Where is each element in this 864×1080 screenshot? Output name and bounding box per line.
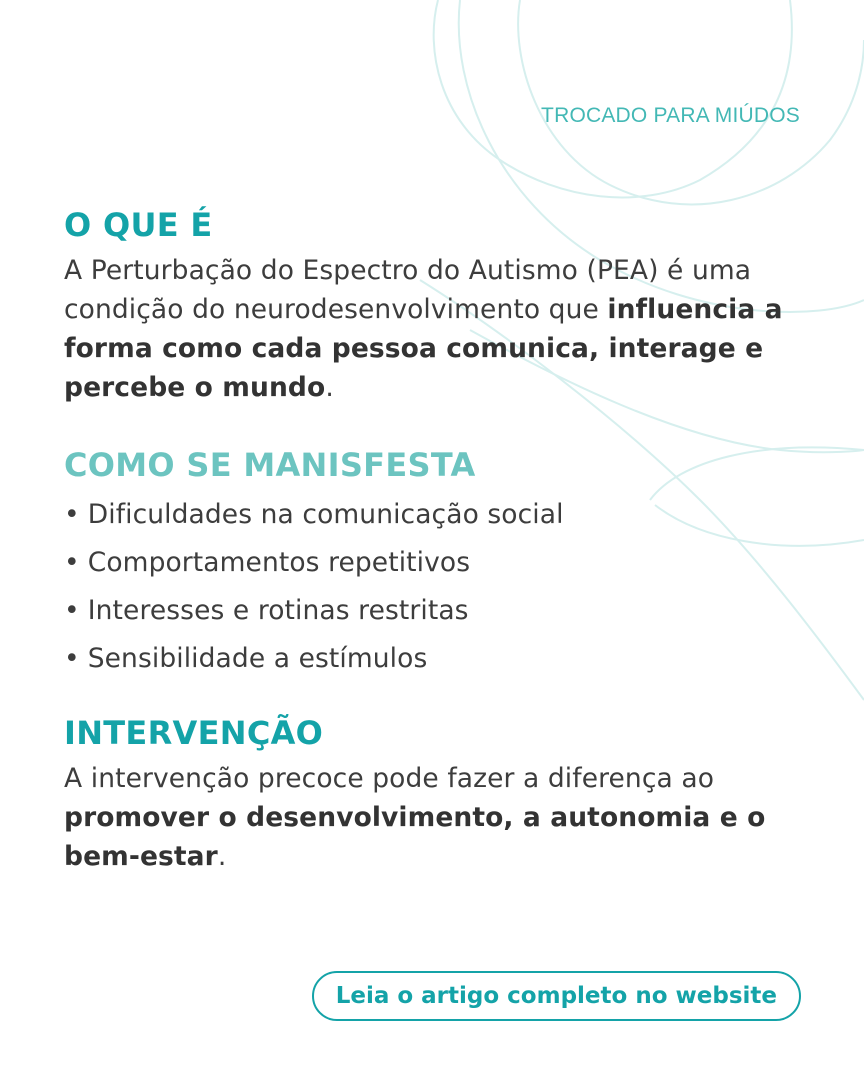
section-manifestation: [64, 445, 804, 683]
list-item: [64, 635, 804, 683]
section-text-intervention: [64, 759, 804, 876]
list-item-text: Comportamentos repetitivos: [87, 547, 471, 578]
text-end: .: [325, 372, 334, 403]
text-end: .: [217, 841, 227, 872]
section-title-intervention: INTERVENÇÃO: [64, 714, 324, 752]
list-item: [64, 587, 804, 635]
section-text-what-is: [64, 251, 804, 407]
text-bold: influencia a forma como cada pessoa comunica, interage e percebe o mundo: [64, 294, 783, 403]
list-item-text: Interesses e rotinas restritas: [87, 595, 469, 626]
series-tag: TROCADO PARA MIÚDOS: [541, 104, 800, 127]
section-title-what-is: O QUE É: [64, 206, 213, 244]
symptom-list: [64, 491, 804, 683]
list-item-text: Dificuldades na comunicação social: [87, 499, 564, 530]
read-article-button[interactable]: Leia o artigo completo no website: [312, 971, 801, 1021]
section-intervention: [64, 713, 804, 876]
bullet-icon: •: [64, 595, 80, 626]
text-bold: promover o desenvolvimento, a autonomia e o bem-estar: [64, 802, 766, 872]
section-what-is: [64, 205, 804, 407]
bullet-icon: •: [64, 547, 80, 578]
list-item: [64, 539, 804, 587]
bullet-icon: •: [64, 499, 80, 530]
list-item: [64, 491, 804, 539]
section-title-manifestation: COMO SE MANISFESTA: [64, 446, 476, 484]
bullet-icon: •: [64, 643, 80, 674]
text-regular: A Perturbação do Espectro do Autismo (PEA) é uma condição do neurodesenvolvimento que: [64, 255, 752, 325]
list-item-text: Sensibilidade a estímulos: [87, 643, 428, 674]
text-regular: A intervenção precoce pode fazer a diferença ao: [64, 763, 715, 794]
